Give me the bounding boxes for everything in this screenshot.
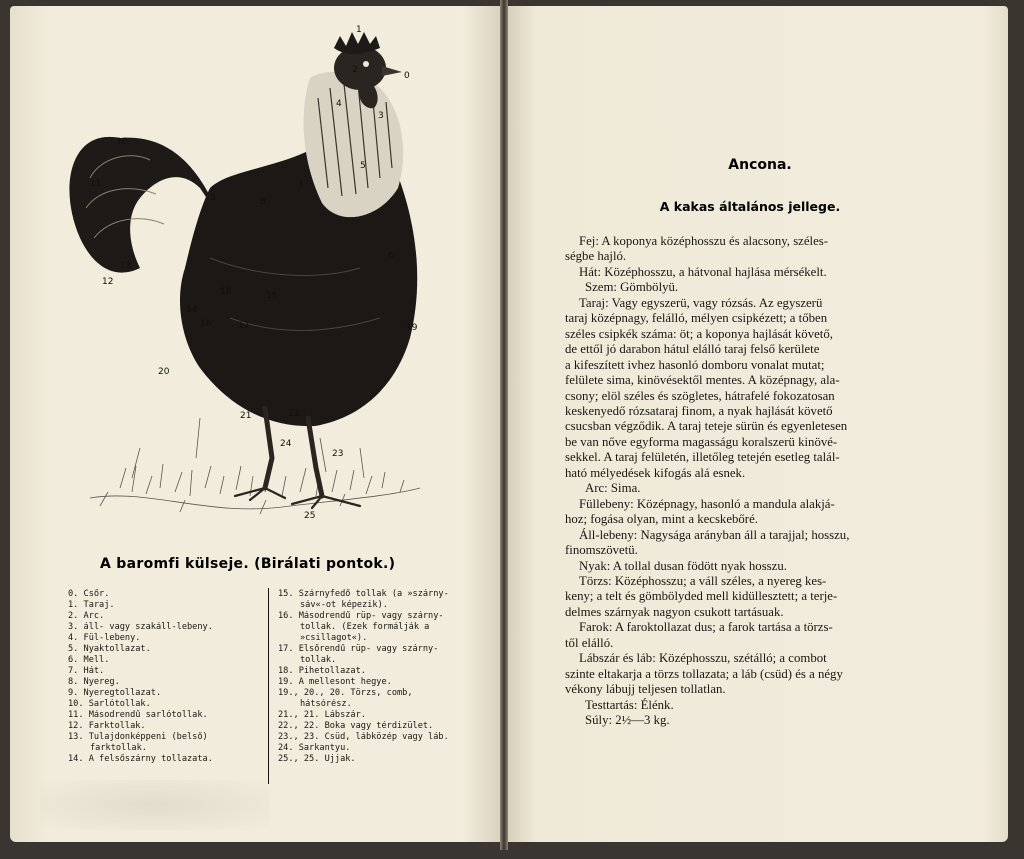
book-spine <box>500 0 508 850</box>
text-line: Taraj: Vagy egyszerü, vagy rózsás. Az egyszerü <box>579 295 823 310</box>
text-line: Testtartás: Élénk. <box>585 697 674 712</box>
legend-item: 11. Másodrendű sarlótollak. <box>68 710 208 720</box>
legend-item: 4. Fül-lebeny. <box>68 633 141 643</box>
legend-item: sáv«-ot képezik). <box>300 600 388 610</box>
callout-5: 5 <box>360 161 366 171</box>
legend-item: 7. Hát. <box>68 666 105 676</box>
text-line: szinte eltakarja a törzs tollazata; a láb (csüd) és a négy <box>565 666 843 681</box>
callout-13: 13 <box>120 261 132 271</box>
legend-item: 23., 23. Csüd, lábközép vagy láb. <box>278 732 449 742</box>
legend-item: 8. Nyereg. <box>68 677 120 687</box>
callout-1: 1 <box>356 25 362 35</box>
legend-item: 0. Csőr. <box>68 589 110 599</box>
description-text <box>565 234 945 729</box>
text-line: Füllebeny: Középnagy, hasonló a mandula alakjá- <box>579 496 835 511</box>
text-line: felülete sima, kinövésektől mentes. A középnagy, ala- <box>565 373 840 388</box>
text-line: hoz; fogása olyan, mint a kecskebőré. <box>565 512 758 527</box>
callout-25: 25 <box>304 511 316 521</box>
text-line: a kifeszített ivhez hasonló domboru vonalat mutat; <box>565 357 825 372</box>
callout-4: 4 <box>336 99 342 109</box>
callout-8: 8 <box>260 197 266 207</box>
callout-2: 2 <box>352 65 358 75</box>
text-line: Fej: A koponya középhosszu és alacsony, széles- <box>579 234 829 248</box>
callout-19: 19 <box>406 323 418 333</box>
rooster-beak <box>382 66 402 76</box>
text-line: taraj középnagy, felálló, mélyen csipkézett; a tőben <box>565 311 828 326</box>
callout-18: 18 <box>220 287 232 297</box>
legend-item: 19., 20., 20. Törzs, comb, <box>278 688 413 698</box>
text-line: delmes szárnyak nagyon csukott tartásuak. <box>565 604 784 619</box>
text-line: vékony lábujj teljesen tollatlan. <box>565 682 726 697</box>
legend-item: tollak. (Ezek formálják a <box>300 622 430 632</box>
legend-item: 18. Pihetollazat. <box>278 666 366 676</box>
text-line: Nyak: A tollal dusan födött nyak hosszu. <box>579 558 787 573</box>
callout-11: 11 <box>90 179 102 189</box>
ground-hatching <box>90 418 420 514</box>
callout-7: 7 <box>298 181 304 191</box>
legend-item: 2. Arc. <box>68 611 105 621</box>
legend-item: 1. Taraj. <box>68 600 115 610</box>
callout-22: 22 <box>288 409 300 419</box>
legend-item: farktollak. <box>90 743 147 753</box>
legend-column-2 <box>278 589 474 765</box>
legend-item: 17. Elsőrendű rüp- vagy szárny- <box>278 644 439 654</box>
rooster-neck <box>304 72 404 217</box>
text-line: Súly: 2½—3 kg. <box>585 713 670 728</box>
text-line: finomszövetü. <box>565 543 638 558</box>
text-line: ható mélyedések kifogás alá esnek. <box>565 465 746 480</box>
callout-17: 17 <box>238 321 250 331</box>
section-heading: A kakas általános jellege. <box>659 199 841 214</box>
text-line: széles csipkék száma: öt; a koponya hajlását követő, <box>565 326 833 341</box>
callout-9: 9 <box>210 193 216 203</box>
legend-item: 15. Szárnyfedő tollak (a »szárny- <box>278 589 449 599</box>
rooster-illustration <box>60 18 440 533</box>
callout-23: 23 <box>332 449 344 459</box>
text-line: de ettől jó darabon hátul elálló taraj felső kerülete <box>565 342 820 357</box>
callout-10: 10 <box>116 137 128 147</box>
text-line: be van nőve egyforma magasságu koralszerü kinövé- <box>565 434 838 449</box>
text-line: Törzs: Középhosszu; a váll széles, a nyereg kes- <box>579 573 827 588</box>
legend-item: 12. Farktollak. <box>68 721 146 731</box>
callout-14: 14 <box>186 305 198 315</box>
text-line: Szem: Gömbölyü. <box>585 280 679 295</box>
legend-item: tollak. <box>300 655 337 665</box>
legend-item: 25., 25. Ujjak. <box>278 754 356 764</box>
legend-item: 10. Sarlótollak. <box>68 699 151 709</box>
legend-item: 21., 21. Lábszár. <box>278 710 366 720</box>
text-line: Arc: Sima. <box>585 481 641 496</box>
legend-divider <box>268 588 269 784</box>
callout-15: 15 <box>266 291 278 301</box>
legend-item: 14. A felsőszárny tollazata. <box>68 754 213 764</box>
legend-item: 9. Nyeregtollazat. <box>68 688 162 698</box>
text-line: keskenyedő rózsataraj finom, a nyak hajlását követő <box>565 403 833 418</box>
text-line: Farok: A faroktollazat dus; a farok tartása a törzs- <box>579 620 833 635</box>
callout-12: 12 <box>102 277 114 287</box>
legend-item: 6. Mell. <box>68 655 110 665</box>
text-line: Áll-lebeny: Nagysága arányban áll a tarajjal; hosszu, <box>579 527 850 542</box>
callout-6: 6 <box>388 251 394 261</box>
page-title: Ancona. <box>728 157 792 173</box>
callout-3: 3 <box>378 111 384 121</box>
callout-21: 21 <box>240 411 252 421</box>
legend-item: 3. áll- vagy szakáll-lebeny. <box>68 622 213 632</box>
legend-item: hátsórész. <box>300 699 352 709</box>
legend-item: »csillagot«). <box>300 633 368 643</box>
callout-0: 0 <box>404 71 410 81</box>
text-line: Lábszár és láb: Középhosszu, szétálló; a combot <box>579 651 827 666</box>
callout-20: 20 <box>158 367 170 377</box>
text-line: sekkel. A taraj felületén, illetőleg tetején esetleg talál- <box>565 450 840 465</box>
text-line: Hát: Középhosszu, a hátvonal hajlása mérsékelt. <box>579 264 827 279</box>
legend-item: 24. Sarkantyu. <box>278 743 351 753</box>
text-line: ségbe hajló. <box>565 249 627 264</box>
text-line: keny; a telt és gömbölyded mell kidüllesztett; a terje- <box>565 589 838 604</box>
legend-item: 22., 22. Boka vagy térdizület. <box>278 721 434 731</box>
legend-item: 13. Tulajdonképpeni (belső) <box>68 732 208 742</box>
legend-item: 19. A mellesont hegye. <box>278 677 392 687</box>
legend-item: 16. Másodrendű rüp- vagy szárny- <box>278 611 444 621</box>
callout-16: 16 <box>200 319 212 329</box>
legend-column-1 <box>68 589 264 765</box>
text-line: től elálló. <box>565 635 614 650</box>
figure-caption: A baromfi külseje. (Birálati pontok.) <box>100 556 396 572</box>
text-line: csony; elöl széles és szögletes, hátrafelé fokozatosan <box>565 388 835 403</box>
legend-item: 5. Nyaktollazat. <box>68 644 151 654</box>
callout-24: 24 <box>280 439 292 449</box>
text-line: csucsban végződik. A taraj teteje sürün és egyenletesen <box>565 419 848 434</box>
page-stain <box>40 780 270 830</box>
